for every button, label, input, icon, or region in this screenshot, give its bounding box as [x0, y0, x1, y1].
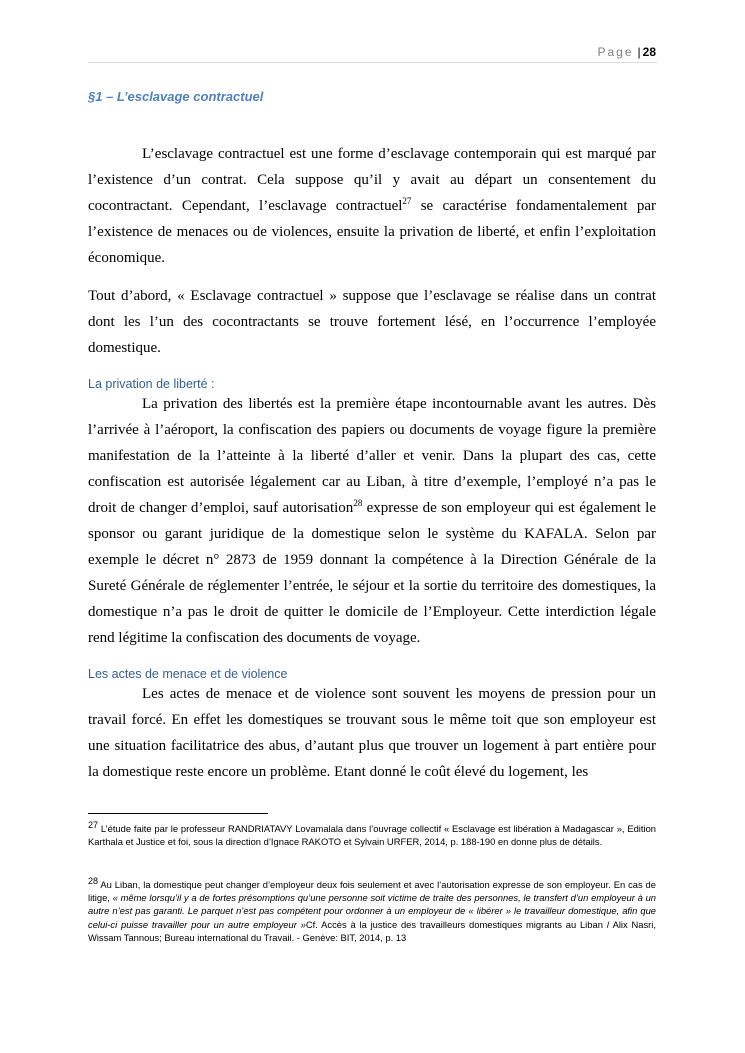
- footnote-28: [88, 875, 656, 944]
- footnote-27: [88, 819, 656, 848]
- subheading-menace: Les actes de menace et de violence: [88, 667, 288, 681]
- paragraph-1-text-b: se caractérise fondamentalement par l’existence de menaces ou de violences, ensuite la privation de liberté, et enfin l’exploitation économique.: [88, 198, 656, 266]
- header-rule: [88, 62, 657, 63]
- paragraph-4: Les actes de menace et de violence sont souvent les moyens de pression pour un travail forcé. En effet les domestiques se trouvant sous le même toit que son employeur est une situation facilitatrice des abus, d’autant plus que trouver un logement à part entière pour la domestique reste encore un problème. Etant donné le coût élevé du logement, les: [88, 686, 656, 780]
- footnote-28-text-b: Cf. Accès à la justice des travailleurs domestiques migrants au Liban / Alix Nasri, Wissam Tannous; Bureau international du Travail. - Genève: BIT, 2014, p. 13: [88, 918, 656, 943]
- paragraph-3-text-a: La privation des libertés est la première étape incontournable avant les autres. Dès l’arrivée à l’aéroport, la confiscation des papiers ou documents de voyage figure la première manifestation de la l’atteinte à la liberté d’aller et venir. Dans la plupart des cas, cette confiscation est autorisée légalement car au Liban, à titre d’exemple, l’employé n’a pas le droit de changer d’emploi, sauf autorisation: [88, 396, 656, 516]
- footnote-27-number: 27: [88, 819, 99, 830]
- page-header: [597, 45, 656, 59]
- section-title: §1 – L’esclavage contractuel: [88, 89, 264, 104]
- page-number: 28: [642, 45, 656, 59]
- paragraph-1: [88, 141, 656, 271]
- header-separator: |: [637, 45, 641, 59]
- footnote-28-number: 28: [88, 875, 99, 886]
- paragraph-2: Tout d’abord, « Esclavage contractuel » suppose que l’esclavage se réalise dans un contrat dont les l’un des cocontractants se trouve fortement lésé, en l’occurrence l’employée domestique.: [88, 288, 656, 356]
- footnote-28-quote: « même lorsqu’il y a de fortes présomptions qu’une personne soit victime de traite des personnes, le transfert d’un employeur à un autre n’est pas garanti. Le parquet n’est pas compétent pour ordonner à un employeur de « libérer » le travailleur domestique, afin que celui-ci puisse travailler pour un autre employeur »: [88, 892, 656, 930]
- subheading-privation: La privation de liberté :: [88, 377, 215, 391]
- paragraph-3-text-b: expresse de son employeur qui est également le sponsor ou garant juridique de la domestique selon le système du KAFALA. Selon par exemple le décret n° 2873 de 1959 donnant la compétence à la Direction Générale de la Sureté Générale de réglementer l’entrée, le séjour et la sortie du territoire des domestiques, la domestique n’a pas le droit de quitter le domicile de l’Employeur. Cette interdiction légale rend légitime la confiscation des documents de voyage.: [88, 500, 657, 646]
- footnote-28-text-a: Au Liban, la domestique peut changer d’employeur deux fois seulement et avec l’autorisation expresse de son employeur. En cas de litige,: [88, 879, 656, 904]
- footnote-separator: [88, 813, 268, 814]
- footnote-27-text: L’étude faite par le professeur RANDRIATAVY Lovamalala dans l’ouvrage collectif « Esclavage est libération à Madagascar », Edition Karthala et Justice et foi, sous la direction d’Ignace RAKOTO et Sylvain URFER, 2014, p. 188-190 en donne plus de détails.: [88, 823, 656, 848]
- footnote-ref-27[interactable]: 27: [402, 196, 412, 206]
- page-word: Page: [597, 45, 634, 59]
- paragraph-3: [88, 391, 656, 651]
- paragraph-1-text-a: L’esclavage contractuel est une forme d’esclavage contemporain qui est marqué par l’existence d’un contrat. Cela suppose qu’il y avait au départ un consentement du cocontractant. Cependant, l’esclavage contractuel: [88, 146, 656, 214]
- footnote-ref-28[interactable]: 28: [353, 498, 363, 508]
